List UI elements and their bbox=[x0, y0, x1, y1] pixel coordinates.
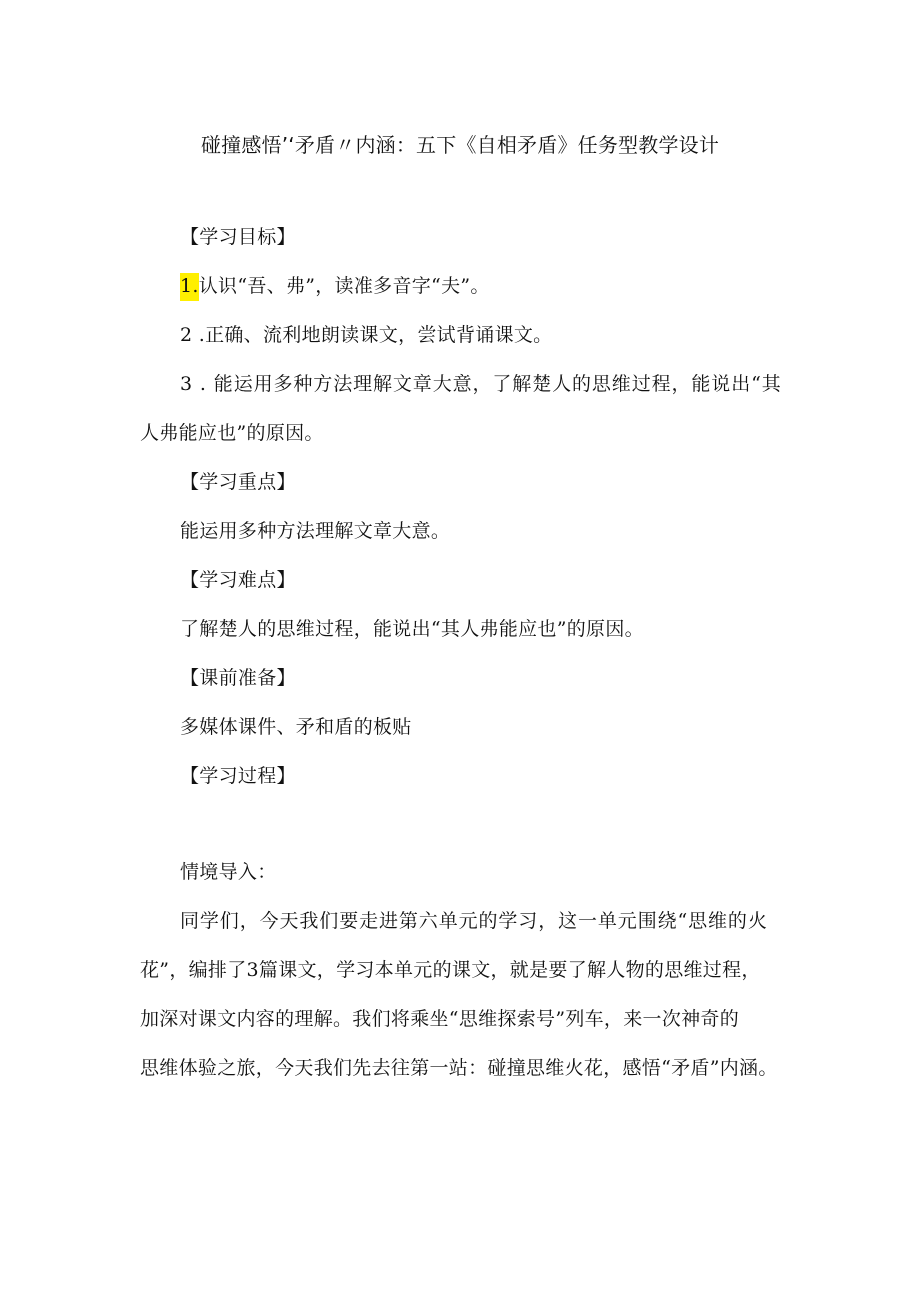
process-heading: 【学习过程】 bbox=[180, 765, 296, 787]
intro-line-3: 加深对课文内容的理解。我们将乘坐“思维探索号”列车，来一次神奇的 bbox=[140, 1008, 740, 1030]
intro-line-4: 思维体验之旅，今天我们先去往第一站：碰撞思维火花，感悟“矛盾”内涵。 bbox=[140, 1057, 778, 1079]
intro-line-2: 花”，编排了3篇课文，学习本单元的课文，就是要了解人物的思维过程， bbox=[140, 959, 761, 981]
intro-label: 情境导入： bbox=[180, 861, 277, 883]
objective-1-number: 1. bbox=[180, 273, 199, 301]
key-points-heading: 【学习重点】 bbox=[180, 471, 296, 493]
difficulties-text: 了解楚人的思维过程，能说出“其人弗能应也”的原因。 bbox=[180, 618, 644, 640]
difficulties-heading: 【学习难点】 bbox=[180, 569, 296, 591]
key-points-text: 能运用多种方法理解文章大意。 bbox=[180, 520, 451, 542]
document-title: 碰撞感悟’‘矛盾〃内涵：五下《自相矛盾》任务型教学设计 bbox=[200, 133, 720, 157]
objective-3-line-2: 人弗能应也”的原因。 bbox=[140, 422, 324, 444]
preparation-text: 多媒体课件、矛和盾的板贴 bbox=[180, 716, 412, 738]
intro-line-1: 同学们，今天我们要走进第六单元的学习，这一单元围绕“思维的火 bbox=[180, 910, 768, 932]
preparation-heading: 【课前准备】 bbox=[180, 667, 296, 689]
objectives-heading: 【学习目标】 bbox=[180, 226, 296, 248]
objective-1-text: 认识“吾、弗”，读准多音字“夫”。 bbox=[198, 275, 490, 297]
objective-3-line-1: 3 . 能运用多种方法理解文章大意，了解楚人的思维过程，能说出“其 bbox=[180, 373, 782, 395]
objective-1 bbox=[180, 274, 490, 298]
objective-2: 2 .正确、流利地朗读课文，尝试背诵课文。 bbox=[180, 324, 553, 346]
